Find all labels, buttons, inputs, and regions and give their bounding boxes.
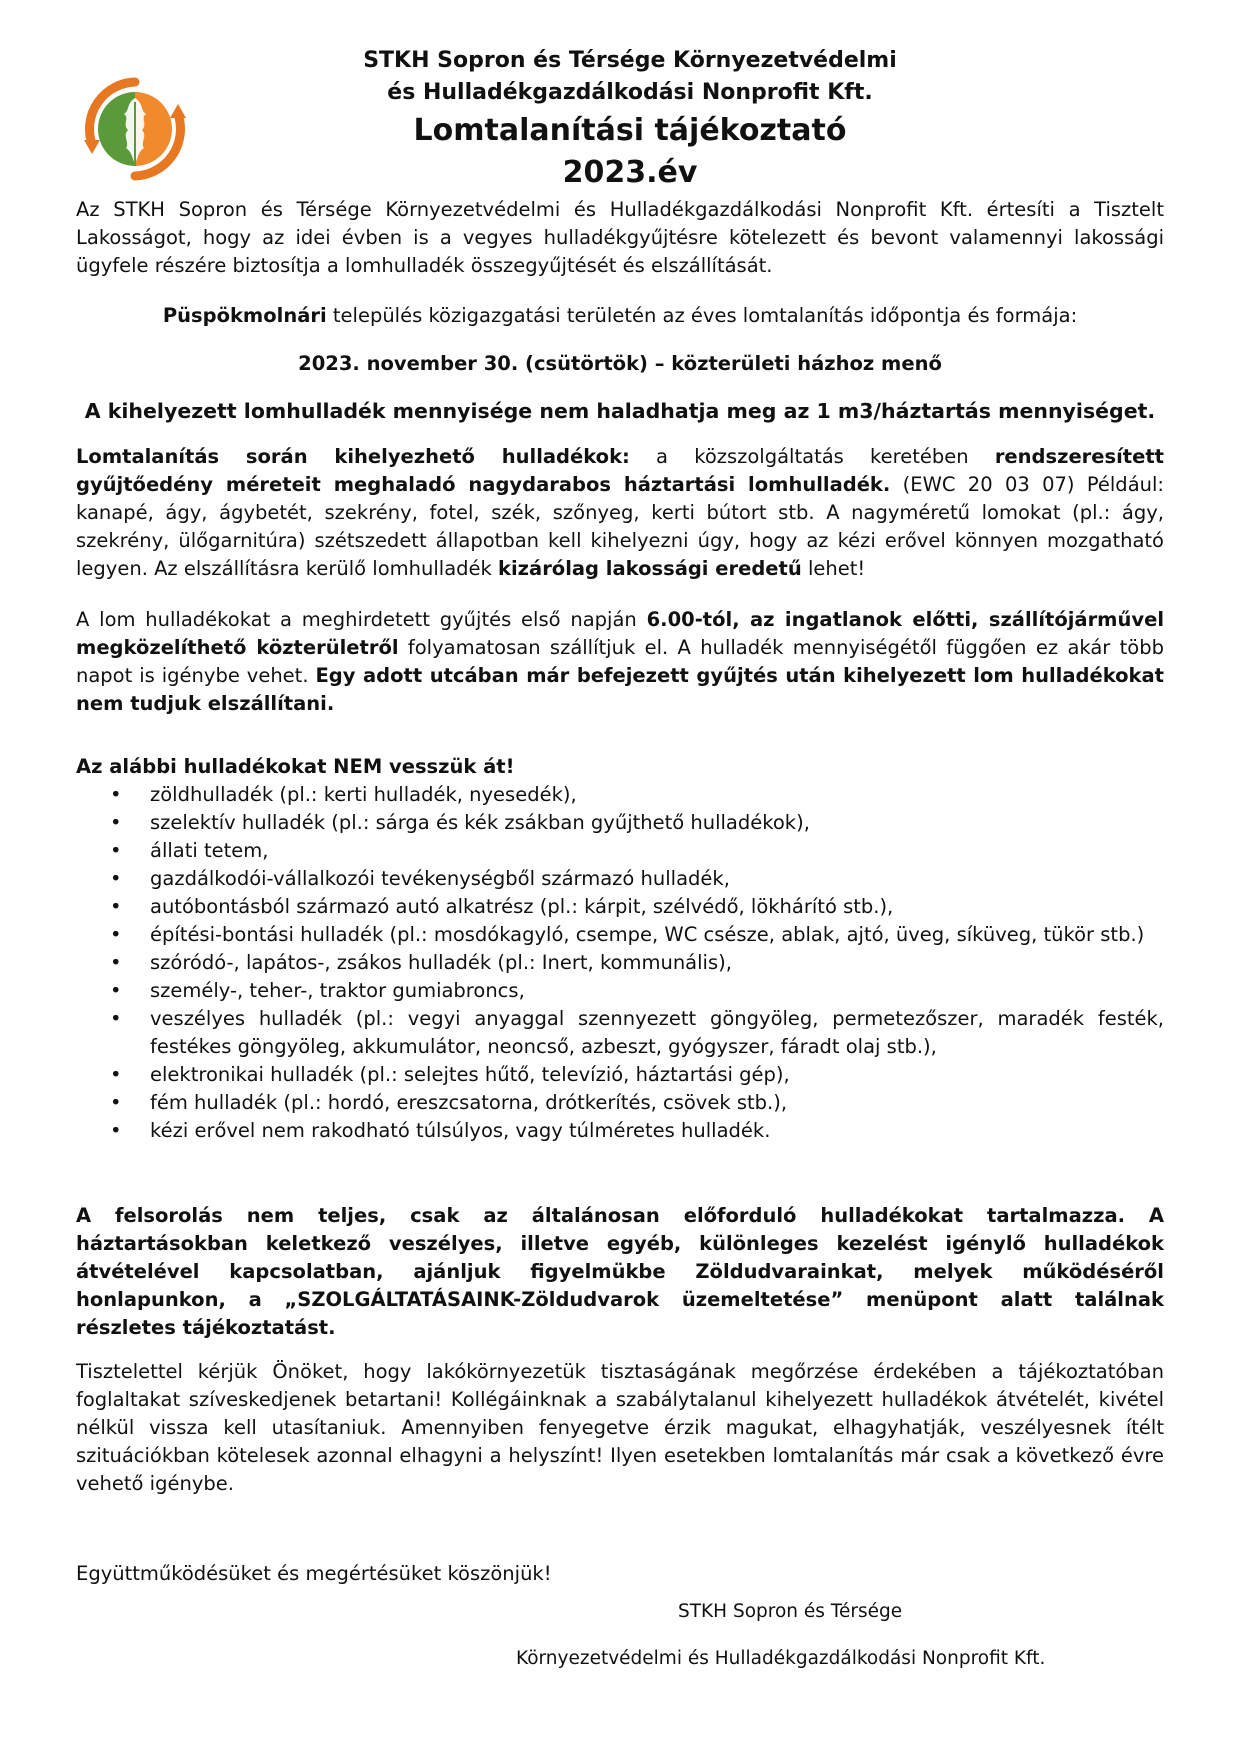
settlement-name: Püspökmolnári (162, 304, 327, 327)
note-paragraph (76, 1202, 1164, 1342)
bullet-icon: • (110, 923, 122, 946)
bullet-icon: • (110, 839, 122, 862)
document-title: Lomtalanítási tájékoztató (413, 113, 847, 148)
bullet-icon: • (110, 867, 122, 890)
allowed-waste-paragraph (76, 443, 1164, 583)
document-year: 2023.év (562, 155, 698, 190)
allowed-text2: (EWC 20 03 07) Például: kanapé, ágy, ágybetét, szekrény, fotel, szék, szőnyeg, kerti bútort stb. A nagyméretű lomokat (pl.: ágy, szekrény, ülőgarnitúra) szétszedett állapotban kell kihelyezni úgy, hogy az kézi erővel könnyen mozgatható legyen. Az elszállításra kerülő lomhulladék (76, 473, 1164, 580)
bullet-icon: • (110, 1007, 122, 1030)
collection-text1: A lom hulladékokat a meghirdetett gyűjtés első napján (76, 608, 647, 631)
collection-date-text: 2023. november 30. (csütörtök) – közterületi házhoz menő (298, 352, 942, 375)
bullet-icon: • (110, 1119, 122, 1142)
list-item-text: személy-, teher-, traktor gumiabroncs, (150, 979, 525, 1002)
allowed-bold1: rendszeresített gyűjtőedény méreteit meghaladó nagydarabos háztartási lomhulladék. (76, 445, 1164, 496)
list-item (76, 1089, 1164, 1117)
allowed-text3: lehet! (801, 557, 866, 580)
bullet-icon: • (110, 1091, 122, 1114)
intro-paragraph: Az STKH Sopron és Térsége Környezetvédelmi és Hulladékgazdálkodási Nonprofit Kft. értesíti a Tisztelt Lakosságot, hogy az idei évben is a vegyes hulladékgyűjtésre kötelezett és bevont valamennyi lakossági ügyfele részére biztosítja a lomhulladék összegyűjtését és elszállítását. (76, 198, 1164, 277)
excluded-items-list (76, 781, 1164, 1145)
list-item-text: zöldhulladék (pl.: kerti hulladék, nyesedék), (150, 783, 577, 806)
bullet-icon: • (110, 1063, 122, 1086)
volume-limit (76, 397, 1164, 425)
allowed-text1: a közszolgáltatás keretében (629, 445, 995, 468)
request-paragraph: Tisztelettel kérjük Önöket, hogy lakókörnyezetük tisztaságának megőrzése érdekében a tájékoztatóban foglaltakat szíveskedjenek betartani! Kollégáinknak a szabálytalanul kihelyezett hulladékok átvételét, kivétel nélkül vissza kell utasítaniuk. Amennyiben fenyegetve érzik magukat, elhagyhatják, veszélyesnek ítélt szituációkban kötelesek azonnal elhagyni a helyszínt! Ilyen esetekben lomtalanítás már csak a következő évre vehető igénybe. (76, 1360, 1164, 1495)
list-item-text: építési-bontási hulladék (pl.: mosdókagyló, csempe, WC csésze, ablak, ajtó, üveg, síküveg, tükör stb.) (150, 923, 1145, 946)
list-item-text: szelektív hulladék (pl.: sárga és kék zsákban gyűjthető hulladékok), (150, 811, 810, 834)
bullet-icon: • (110, 895, 122, 918)
list-item (76, 893, 1164, 921)
bullet-icon: • (110, 951, 122, 974)
settlement-line (76, 302, 1164, 330)
list-item (76, 837, 1164, 865)
signature-line1: STKH Sopron és Térsége (678, 1601, 903, 1622)
collection-bold1: 6.00-tól, az ingatlanok előtti, szállítójárművel megközelíthető közterületről (76, 608, 1165, 659)
list-item-text: autóbontásból származó autó alkatrész (pl.: kárpit, szélvédő, lökhárító stb.), (150, 895, 894, 918)
settlement-text: település közigazgatási területén az éves lomtalanítás időpontja és formája: (326, 304, 1078, 327)
list-item (76, 949, 1164, 977)
list-item (76, 1117, 1164, 1145)
list-item-text: szóródó-, lapátos-, zsákos hulladék (pl.: Inert, kommunális), (150, 951, 732, 974)
collection-paragraph (76, 606, 1164, 718)
collection-bold2: Egy adott utcában már befejezett gyűjtés után kihelyezett lom hulladékokat nem tudjuk elszállítani. (76, 664, 1165, 715)
bullet-icon: • (110, 979, 122, 1002)
list-item (76, 781, 1164, 809)
list-item (76, 1061, 1164, 1089)
company-name-line1: STKH Sopron és Térsége Környezetvédelmi (363, 48, 897, 73)
collection-text2: folyamatosan szállítjuk el. A hulladék mennyiségétől függően ez akár több napot is igénybe vehet. (76, 636, 1164, 687)
thanks-line: Együttműködésüket és megértésüket köszönjük! (76, 1562, 552, 1585)
bullet-icon: • (110, 811, 122, 834)
allowed-lead: Lomtalanítás során kihelyezhető hulladékok: (76, 445, 630, 468)
signature-line2: Környezetvédelmi és Hulladékgazdálkodási Nonprofit Kft. (516, 1648, 1046, 1669)
not-accepted-heading (76, 753, 1164, 781)
list-item (76, 865, 1164, 893)
list-item-text: gazdálkodói-vállalkozói tevékenységből származó hulladék, (150, 867, 730, 890)
list-item-text: elektronikai hulladék (pl.: selejtes hűtő, televízió, háztartási gép), (150, 1063, 790, 1086)
list-item (76, 921, 1164, 949)
list-item (76, 1005, 1164, 1061)
list-item-text: fém hulladék (pl.: hordó, ereszcsatorna, drótkerítés, csövek stb.), (150, 1091, 788, 1114)
list-item (76, 809, 1164, 837)
oak-leaf-recycle-logo (80, 74, 190, 184)
bullet-icon: • (110, 783, 122, 806)
list-item (76, 977, 1164, 1005)
note-text: A felsorolás nem teljes, csak az általánosan előforduló hulladékokat tartalmazza. A háztartásokban keletkező veszélyes, illetve egyéb, különleges kezelést igénylő hulladékok átvételével kapcsolatban, ajánljuk figyelmükbe Zöldudvarainkat, melyek működéséről honlapunkon, a „SZOLGÁLTATÁSAINK-Zöldudvarok üzemeltetése” menüpont alatt találnak részletes tájékoztatást. (76, 1204, 1164, 1339)
list-item-text: veszélyes hulladék (pl.: vegyi anyaggal szennyezett göngyöleg, permetezőszer, maradék festék, festékes göngyöleg, akkumulátor, neoncső, azbeszt, gyógyszer, fáradt olaj stb.), (150, 1007, 1164, 1058)
not-accepted-heading-text: Az alábbi hulladékokat NEM vesszük át! (76, 755, 515, 778)
collection-date (76, 350, 1164, 378)
list-item-text: állati tetem, (150, 839, 269, 862)
list-item-text: kézi erővel nem rakodható túlsúlyos, vagy túlméretes hulladék. (150, 1119, 771, 1142)
company-name-line2: és Hulladékgazdálkodási Nonprofit Kft. (387, 80, 873, 105)
allowed-bold2: kizárólag lakossági eredetű (498, 557, 802, 580)
volume-limit-text: A kihelyezett lomhulladék mennyisége nem haladhatja meg az 1 m3/háztartás mennyiséget. (84, 399, 1156, 423)
